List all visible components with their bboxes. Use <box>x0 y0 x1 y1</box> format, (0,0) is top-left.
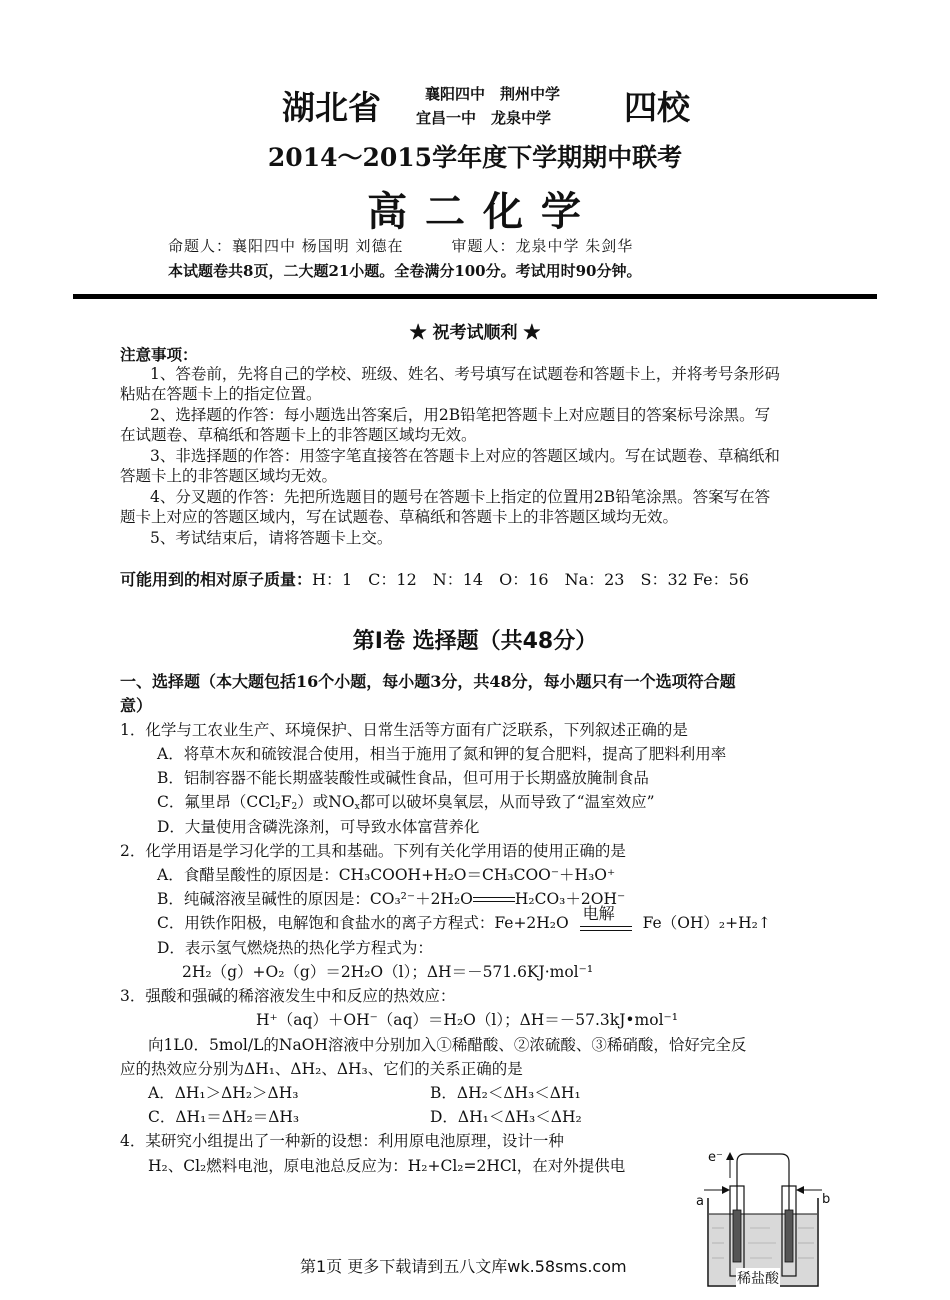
exam-title: 2014～2015学年度下学期期中联考 <box>267 143 683 172</box>
province-title: 湖北省 <box>282 88 381 127</box>
q2-c-part: Fe（OH）₂+H₂↑ <box>642 914 771 932</box>
q1-stem: 1．化学与工农业生产、环境保护、日常生活等方面有广泛联系，下列叙述正确的是 <box>120 721 688 739</box>
q2-b-part: B．纯碱溶液呈碱性的原因是：CO₃²⁻＋2H₂O <box>157 890 473 908</box>
blessing-line: ★ 祝考试顺利 ★ <box>409 323 541 343</box>
inlet-a-label: a <box>696 1194 704 1209</box>
note-line: 在试题卷、草稿纸和答题卡上的非答题区域均无效。 <box>120 426 477 444</box>
notes-heading: 注意事项： <box>120 345 198 364</box>
electrolysis-label: 电解 <box>582 904 615 923</box>
q3-text: 应的热效应分别为ΔH₁、ΔH₂、ΔH₃、它们的关系正确的是 <box>120 1060 523 1078</box>
note-line: 3、非选择题的作答：用签字笔直接答在答题卡上对应的答题区域内。写在试题卷、草稿纸和 <box>150 447 780 465</box>
q3-option-a: A．ΔH₁＞ΔH₂＞ΔH₃ <box>148 1084 299 1102</box>
q1-option-b: B．铝制容器不能长期盛装酸性或碱性食品，但可用于长期盛放腌制食品 <box>157 769 649 787</box>
q2-b-part: H₂CO₃＋2OH⁻ <box>514 890 626 908</box>
atomic-mass-values: H：1 C：12 N：14 O：16 Na：23 S：32 Fe：56 <box>312 570 749 589</box>
q1-c-part: ）或NO <box>297 793 355 811</box>
note-line: 2、选择题的作答：每小题选出答案后，用2B铅笔把答题卡上对应题目的答案标号涂黑。写 <box>150 406 771 424</box>
q1-c-part: 都可以破坏臭氧层，从而导致了“温室效应” <box>359 793 655 811</box>
q1-c-part: C．氟里昂（CCl <box>157 793 276 811</box>
q3-option-c: C．ΔH₁＝ΔH₂＝ΔH₃ <box>148 1108 300 1126</box>
q2-option-a: A．食醋呈酸性的原因是：CH₃COOH+H₂O＝CH₃COO⁻＋H₃O⁺ <box>157 866 616 884</box>
header-divider <box>73 294 877 299</box>
electrolyte-label: 稀盐酸 <box>736 1268 780 1288</box>
q2-option-d-equation: 2H₂（g）+O₂（g）＝2H₂O（l）；ΔH＝－571.6KJ·mol⁻¹ <box>182 963 594 981</box>
q1-option-d: D．大量使用含磷洗涤剂，可导致水体富营养化 <box>157 818 480 836</box>
section-title: 第Ⅰ卷 选择题（共48分） <box>352 629 598 654</box>
q3-option-b: B．ΔH₂＜ΔH₃＜ΔH₁ <box>430 1084 581 1102</box>
atomic-mass-line <box>120 570 749 590</box>
q2-option-b <box>157 889 625 909</box>
schools-line-1: 襄阳四中 荆州中学 <box>425 85 561 103</box>
note-line: 4、分叉题的作答：先把所选题目的题号在答题卡上指定的位置用2B铅笔涂黑。答案写在答 <box>150 488 771 506</box>
electron-label: e⁻ <box>708 1150 723 1165</box>
q2-option-d: D．表示氢气燃烧热的热化学方程式为： <box>157 939 433 957</box>
inlet-b-label: b <box>822 1192 831 1207</box>
note-line: 粘贴在答题卡上的指定位置。 <box>120 385 322 403</box>
four-schools-title: 四校 <box>624 88 690 127</box>
q4-stem: 4．某研究小组提出了一种新的设想：利用原电池原理，设计一种 <box>120 1132 564 1150</box>
schools-line-2: 宜昌一中 龙泉中学 <box>416 109 552 127</box>
q4-stem: H₂、Cl₂燃料电池，原电池总反应为：H₂+Cl₂=2HCl，在对外提供电 <box>148 1157 626 1175</box>
equilibrium-arrow-icon <box>473 895 515 905</box>
q3-equation: H⁺（aq）＋OH⁻（aq）＝H₂O（l）；ΔH＝－57.3kJ•mol⁻¹ <box>256 1011 678 1029</box>
part-heading-cont: 意） <box>120 696 153 715</box>
note-line: 5、考试结束后，请将答题卡上交。 <box>150 529 393 547</box>
q3-text: 向1L0．5mol/L的NaOH溶液中分别加入①稀醋酸、②浓硫酸、③稀硝酸，恰好完全反 <box>148 1036 747 1054</box>
fuel-cell-figure <box>690 1148 840 1293</box>
q2-stem: 2．化学用语是学习化学的工具和基础。下列有关化学用语的使用正确的是 <box>120 842 626 860</box>
note-line: 1、答卷前，先将自己的学校、班级、姓名、考号填写在试题卷和答题卡上，并将考号条形码 <box>150 365 780 383</box>
page-footer: 第1页 更多下载请到五八文库wk.58sms.com <box>300 1257 627 1276</box>
subject-title: 高 二 化 学 <box>367 189 583 235</box>
note-line: 答题卡上的非答题区域均无效。 <box>120 467 338 485</box>
q1-option-a: A．将草木灰和硫铵混合使用，相当于施用了氮和钾的复合肥料，提高了肥料利用率 <box>157 745 727 763</box>
q3-stem: 3．强酸和强碱的稀溶液发生中和反应的热效应： <box>120 987 456 1005</box>
part-heading: 一、选择题（本大题包括16个小题，每小题3分，共48分，每小题只有一个选项符合题 <box>120 672 736 691</box>
authors-line: 命题人：襄阳四中 杨国明 刘德在 审题人：龙泉中学 朱剑华 <box>168 237 634 255</box>
q2-c-part: C．用铁作阳极，电解饱和食盐水的离子方程式：Fe+2H₂O <box>157 914 569 932</box>
atomic-mass-label: 可能用到的相对原子质量： <box>120 570 313 589</box>
exam-summary: 本试题卷共8页，二大题21小题。全卷满分100分。考试用时90分钟。 <box>168 262 642 280</box>
q3-option-d: D．ΔH₁＜ΔH₃＜ΔH₂ <box>430 1108 582 1126</box>
q2-option-c <box>157 904 771 934</box>
q1-c-part: F <box>280 793 292 811</box>
note-line: 题卡上对应的答题区域内，写在试题卷、草稿纸和答题卡上的非答题区域均无效。 <box>120 508 679 526</box>
electrolysis-condition <box>580 904 632 934</box>
q1-option-c: C．氟里昂$(CCl_2F_2)$或$NO_x$都可以破坏臭氧层，从而导致了“温室效应” <box>157 793 655 812</box>
